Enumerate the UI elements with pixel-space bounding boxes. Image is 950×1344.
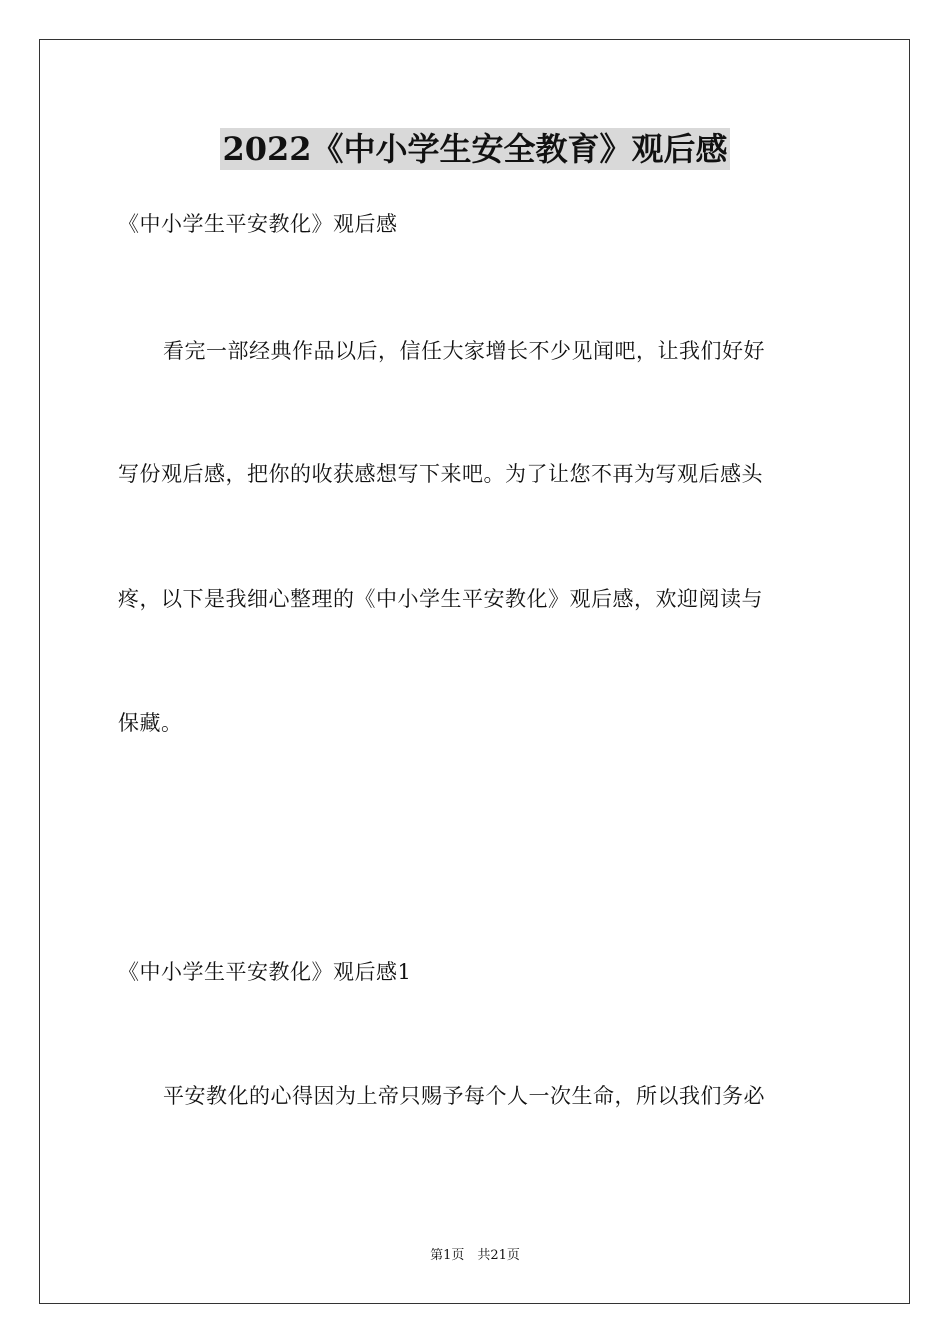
paragraph-line: 保藏。 bbox=[118, 711, 183, 735]
paragraph-line: 疼，以下是我细心整理的《中小学生平安教化》观后感，欢迎阅读与 bbox=[118, 587, 763, 611]
document-title-text: 2022《中小学生安全教育》观后感 bbox=[222, 130, 728, 168]
section-heading: 《中小学生平安教化》观后感1 bbox=[118, 960, 412, 984]
subtitle-line: 《中小学生平安教化》观后感 bbox=[118, 212, 398, 236]
page-number-footer: 第1页 共21页 bbox=[430, 1248, 520, 1263]
paragraph-line: 平安教化的心得因为上帝只赐予每个人一次生命，所以我们务必 bbox=[163, 1084, 765, 1108]
paragraph-line: 看完一部经典作品以后，信任大家增长不少见闻吧，让我们好好 bbox=[163, 339, 765, 363]
paragraph-line: 写份观后感，把你的收获感想写下来吧。为了让您不再为写观后感头 bbox=[118, 462, 763, 486]
document-title bbox=[0, 125, 950, 173]
